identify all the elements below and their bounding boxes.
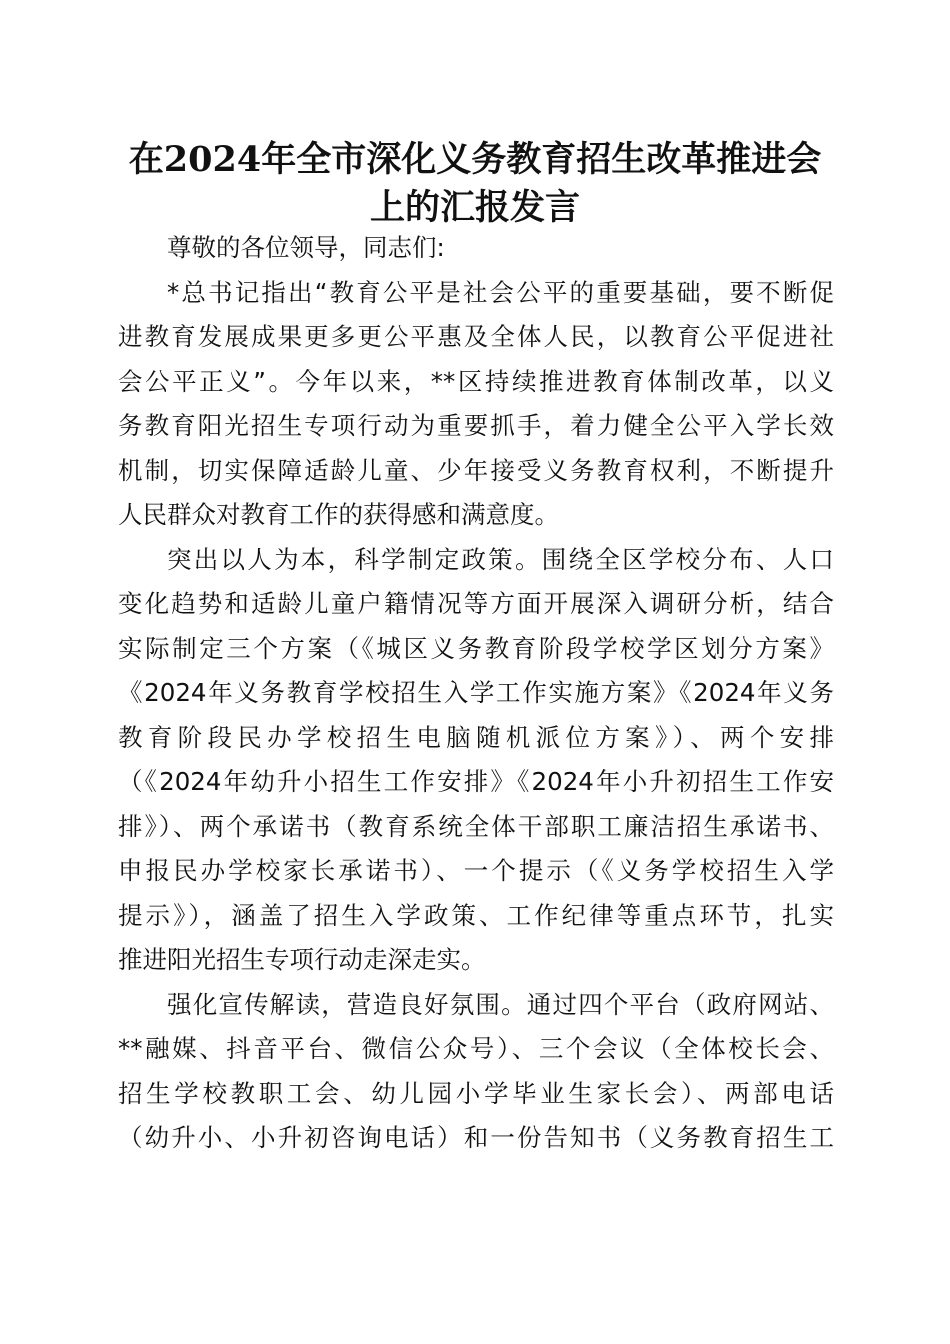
text-line: 务教育阳光招生专项行动为重要抓手，着力健全公平入学长效 [118, 411, 834, 440]
text-line: 强化宣传解读，营造良好氛围。通过四个平台（政府网站、 [167, 989, 834, 1019]
text-line: 《2024年义务教育学校招生入学工作实施方案》《2024年义务 [118, 678, 834, 707]
text-line: 推进阳光招生专项行动走深走实。 [118, 945, 486, 974]
text-line: *总书记指出“教育公平是社会公平的重要基础，要不断促 [167, 277, 834, 307]
text-line: 提示》），涵盖了招生入学政策、工作纪律等重点环节，扎实 [118, 900, 834, 930]
text-line: **融媒、抖音平台、微信公众号）、三个会议（全体校长会、 [118, 1034, 834, 1063]
body-paragraph-3 [118, 983, 834, 1161]
text-line: （《2024年幼升小招生工作安排》《2024年小升初招生工作安 [118, 767, 834, 796]
text-line: 会公平正义”。今年以来，**区持续推进教育体制改革，以义 [118, 366, 834, 396]
text-line: 机制，切实保障适龄儿童、少年接受义务教育权利，不断提升 [118, 455, 834, 485]
text-line: 变化趋势和适龄儿童户籍情况等方面开展深入调研分析，结合 [118, 589, 834, 618]
text-line: 突出以人为本，科学制定政策。围绕全区学校分布、人口 [167, 544, 834, 574]
body-paragraph-2 [118, 538, 834, 983]
text-line: 招生学校教职工会、幼儿园小学毕业生家长会）、两部电话 [118, 1078, 834, 1108]
text-line: 教育阶段民办学校招生电脑随机派位方案》）、两个安排 [118, 722, 834, 752]
text-line: 实际制定三个方案（《城区义务教育阶段学校学区划分方案》 [118, 633, 834, 663]
text-line: （幼升小、小升初咨询电话）和一份告知书（义务教育招生工 [118, 1123, 834, 1152]
text-line: 申报民办学校家长承诺书）、一个提示（《义务学校招生入学 [118, 856, 834, 885]
document-title [118, 136, 832, 232]
text-line: 尊敬的各位领导，同志们: [167, 233, 445, 262]
title-line-2: 上的汇报发言 [369, 187, 580, 228]
text-line: 人民群众对教育工作的获得感和满意度。 [118, 500, 559, 529]
title-line-1: 在2024年全市深化义务教育招生改革推进会 [128, 139, 822, 180]
salutation-paragraph [118, 226, 834, 271]
body-paragraph-1 [118, 271, 834, 538]
text-line: 进教育发展成果更多更公平惠及全体人民，以教育公平促进社 [118, 322, 834, 351]
document-body [118, 226, 834, 1161]
text-line: 排》）、两个承诺书（教育系统全体干部职工廉洁招生承诺书、 [118, 811, 834, 841]
